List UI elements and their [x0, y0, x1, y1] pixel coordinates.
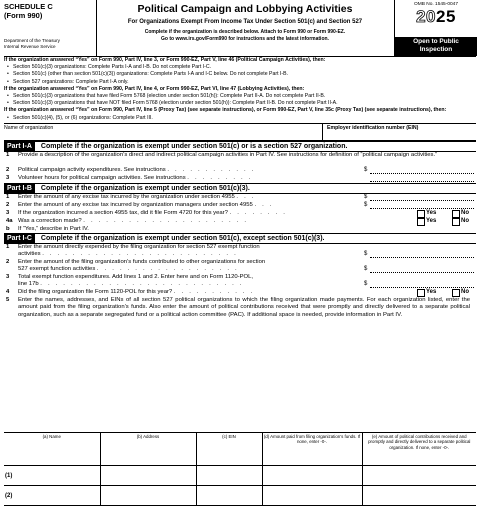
attach-line-1: Complete if the organization is described below. Attach to Form 990 or Form 990-EZ.: [144, 29, 346, 35]
line-number: 3: [6, 273, 10, 280]
line-text: Volunteer hours for political campaign activities. See instructions: [18, 174, 186, 181]
name-ein-row: [4, 123, 476, 141]
form-1120-pol-no-checkbox[interactable]: [452, 289, 460, 297]
line-text: Provide a description of the organization’s direct and indirect political campaign activities in Part IV. See instructions for definition of “political campaign activities.”: [18, 151, 438, 158]
instruction-heading: If the organization answered “Yes” on Form 990, Part IV, line 5 (Proxy Tax) (see separate instructions), or Form 990-EZ, Part V, line 35c (Proxy Tax) (see separate instructions), then:: [4, 107, 447, 114]
part-ib-title: Complete if the organization is exempt under section 501(c)(3).: [40, 184, 250, 192]
form-label: (Form 990): [4, 11, 43, 20]
part-ic-line-4: 4 Did the filing organization file Form 1120-POL for this year? . . . . . . . . . . . Yes No: [6, 288, 469, 295]
part-ia-line-2: 2 Political campaign activity expenditures. See instructions . . . . . . . . . . . . $: [4, 167, 476, 175]
line-text: Total exempt function expenditures. Add lines 1 and 2. Enter here and on Form 1120-POL,: [18, 273, 254, 280]
direct-expenditure-input[interactable]: [370, 257, 474, 258]
row-number-cell[interactable]: (2): [4, 486, 100, 506]
instruction-bullet: • Section 501(c)(4), (5), or (6) organizations: Complete Part III.: [4, 115, 476, 122]
instruction-bullet: • Section 527 organizations: Complete Part I-A only.: [4, 79, 476, 86]
form-4720-no-checkbox[interactable]: [452, 210, 460, 218]
attach-instructions: [96, 29, 394, 42]
amount-paid-cell[interactable]: [262, 486, 362, 506]
line-number: 1: [6, 151, 10, 158]
line-text: If “Yes,” describe in Part IV.: [18, 225, 89, 232]
part-ib-line-4a: 4a Was a correction made? . . . . . . . . . . . . . . . . . . . . . . Yes No: [6, 217, 469, 224]
manager-excise-tax-input[interactable]: [370, 208, 474, 209]
part-ic-line-3: 3 Total exempt function expenditures. Add lines 1 and 2. Enter here and on Form 1120-POL, line 17b . . . . . . . . . . . . . . . . . . . . . . . . . . . $: [4, 274, 476, 289]
line-number: 2: [6, 201, 10, 208]
open-to-public-badge: [395, 37, 477, 56]
line-text: line 17b: [18, 281, 39, 288]
part-ib-header: [4, 183, 476, 194]
line-number: 3: [6, 209, 10, 216]
dollar-sign: $: [364, 201, 368, 208]
line-number: 4: [6, 288, 10, 295]
instruction-bullet: • Section 501(c)(3) organizations: Complete Parts I-A and I-B. Do not complete Part I-C.: [4, 64, 476, 71]
yes-label: Yes: [426, 288, 437, 295]
instruction-bullet: • Section 501(c)(3) organizations that have filed Form 5768 (election under section 501(h)): Complete Part II-A. Do not complete Part II-B.: [4, 93, 476, 100]
table-header-row: [4, 433, 476, 466]
schedule-label: SCHEDULE C: [4, 2, 53, 11]
omb-number: OMB No. 1545-0047: [414, 2, 458, 7]
form-title: Political Campaign and Lobbying Activities: [137, 3, 353, 15]
no-label: No: [461, 217, 469, 224]
line-number: 5: [6, 296, 10, 303]
ein-cell[interactable]: [196, 466, 262, 486]
instruction-heading: If the organization answered “Yes” on Form 990, Part IV, line 4, or Form 990-EZ, Part VI, line 47 (Lobbying Activities), then:: [4, 85, 305, 92]
part-ia-title: Complete if the organization is exempt under section 501(c) or is a section 527 organization.: [40, 142, 348, 150]
line-text: Enter the names, addresses, and EINs of all section 527 political organizations to which the filing organization made payments. For each organization listed, enter the amount paid from the filing organization’s funds. Also enter the amount of political contributions received that were promptly and directly delivered to a separate political organization, such as a separate segregated fund or a political action committee (PAC). If additional space is needed, provide information in Part IV.: [18, 296, 470, 318]
line-number: 4a: [6, 217, 13, 224]
header-center: [96, 0, 394, 56]
dept-line-1: Department of the Treasury: [4, 38, 60, 43]
header-right: [394, 0, 477, 56]
tax-year: [395, 8, 477, 26]
yes-label: Yes: [426, 217, 437, 224]
line-text: activities: [18, 251, 41, 258]
part-ic-header: [4, 233, 476, 244]
total-exempt-expenditures-input[interactable]: [370, 287, 474, 288]
part-ic-line-5: [4, 297, 476, 327]
open-line-2: Inspection: [419, 46, 453, 53]
open-line-1: Open to Public: [413, 38, 459, 45]
attach-line-2[interactable]: Go to www.irs.gov/Form990 for instructions and the latest information.: [161, 35, 329, 42]
part-ia-header: [4, 141, 476, 152]
correction-yes-checkbox[interactable]: [417, 218, 425, 226]
ein-field[interactable]: Employer identification number (EIN): [322, 124, 418, 141]
correction-no-checkbox[interactable]: [452, 218, 460, 226]
address-cell[interactable]: [100, 486, 196, 506]
column-header-contributions: (e) Amount of political contributions received and promptly and directly delivered to a separate political organization. If none, enter -0-.: [362, 433, 476, 466]
instruction-heading: If the organization answered “Yes” on Form 990, Part IV, line 3, or Form 990-EZ, Part V, line 46 (Political Campaign Activities), then:: [4, 57, 326, 63]
part-ib-tag: Part I-B: [4, 184, 35, 193]
line-text: Enter the amount of any excise tax incurred by organization managers under section 4955: [18, 201, 253, 208]
column-header-amount-paid: (d) Amount paid from filing organization’s funds. If none, enter -0-.: [262, 433, 362, 466]
line-number: 1: [6, 193, 10, 200]
form-header: [4, 0, 476, 57]
form-page: [4, 0, 476, 499]
dollar-sign: $: [364, 280, 368, 287]
line-number: 2: [6, 166, 10, 173]
no-label: No: [461, 288, 469, 295]
dept-line-2: Internal Revenue Service: [4, 44, 56, 49]
contributions-cell[interactable]: [362, 466, 476, 486]
year-prefix: 20: [416, 7, 436, 26]
line-text: 527 exempt function activities: [18, 266, 96, 273]
part-ia-tag: Part I-A: [4, 142, 35, 151]
line-text: Enter the amount directly expended by the filing organization for section 527 exempt function: [18, 243, 260, 250]
form-1120-pol-yes-checkbox[interactable]: [417, 289, 425, 297]
contributions-cell[interactable]: [362, 486, 476, 506]
org-excise-tax-input[interactable]: [370, 200, 474, 201]
part-ia-line-3: 3 Volunteer hours for political campaign activities. See instructions . . . . . . . . .: [4, 175, 476, 183]
dollar-sign: $: [364, 250, 368, 257]
column-header-name: (a) Name: [4, 433, 100, 466]
dollar-sign: $: [364, 166, 368, 173]
department: [4, 38, 60, 50]
dollar-sign: $: [364, 193, 368, 200]
part-ib-line-1: 1 Enter the amount of any excise tax incurred by the organization under section 4955 . . . $: [4, 194, 476, 202]
table-row: [4, 486, 476, 506]
dollar-sign: $: [364, 265, 368, 272]
year-suffix: 25: [436, 7, 456, 26]
line-text: If the organization incurred a section 4955 tax, did it file Form 4720 for this year?: [18, 209, 228, 216]
form-4720-yes-checkbox[interactable]: [417, 210, 425, 218]
instruction-bullet: • Section 501(c) (other than section 501(c)(3)) organizations: Complete Parts I-A and I-C below. Do not complete Part I-B.: [4, 71, 476, 78]
part-ic-title: Complete if the organization is exempt under section 501(c), except section 501(c)(3).: [40, 234, 325, 242]
schedule-title: [4, 2, 53, 20]
volunteer-hours-input[interactable]: [370, 181, 474, 182]
address-cell[interactable]: [100, 466, 196, 486]
column-header-ein: (c) EIN: [196, 433, 262, 466]
organizations-table: [4, 432, 476, 506]
funds-contributed-input[interactable]: [370, 272, 474, 273]
line-number: b: [6, 225, 10, 232]
line-number: 2: [6, 258, 10, 265]
table-row: [4, 466, 476, 486]
header-left: [4, 0, 97, 56]
form-subtitle: For Organizations Exempt From Income Tax Under Section 501(c) and Section 527: [127, 19, 363, 25]
line-number: 1: [6, 243, 10, 250]
part-ib-line-4b: [4, 226, 476, 233]
line-text: Was a correction made?: [18, 217, 82, 224]
line-text: Did the filing organization file Form 1120-POL for this year?: [18, 288, 173, 295]
part-ic-line-2: 2 Enter the amount of the filing organization’s funds contributed to other organizations for section 527 exempt function activities . . . . . . . . . . . . . . . . . . . $: [4, 259, 476, 274]
instructions: [4, 57, 476, 122]
line-text: Enter the amount of the filing organization’s funds contributed to other organizations for section: [18, 258, 266, 265]
line-number: 3: [6, 174, 10, 181]
column-header-address: (b) Address: [100, 433, 196, 466]
amount-paid-cell[interactable]: [262, 466, 362, 486]
instruction-bullet: • Section 501(c)(3) organizations that have NOT filed Form 5768 (election under section 501(h)): Complete Part II-B. Do not complete Part II-A.: [4, 100, 476, 107]
ein-cell[interactable]: [196, 486, 262, 506]
no-label: No: [461, 209, 469, 216]
part-ib-line-3: 3 If the organization incurred a section 4955 tax, did it file Form 4720 for this year? . . . . . . . . Yes No: [6, 209, 469, 216]
part-ic-line-1: 1 Enter the amount directly expended by the filing organization for section 527 exempt function activities . . . . . . . . . . . . . . . . . . . . . . . . . . $: [4, 244, 476, 259]
part-ib-line-2: 2 Enter the amount of any excise tax incurred by organization managers under section 4955 . . . $: [4, 202, 476, 210]
part-ia-line-1: [4, 152, 476, 167]
political-expenditures-input[interactable]: [370, 173, 474, 174]
line-text: Enter the amount of any excise tax incurred by the organization under section 4955: [18, 193, 235, 200]
row-number-cell[interactable]: (1): [4, 466, 100, 486]
line-text: Political campaign activity expenditures. See instructions: [18, 166, 166, 173]
part-ic-tag: Part I-C: [4, 234, 35, 243]
organization-name-field[interactable]: Name of organization: [4, 124, 54, 131]
yes-label: Yes: [426, 209, 437, 216]
